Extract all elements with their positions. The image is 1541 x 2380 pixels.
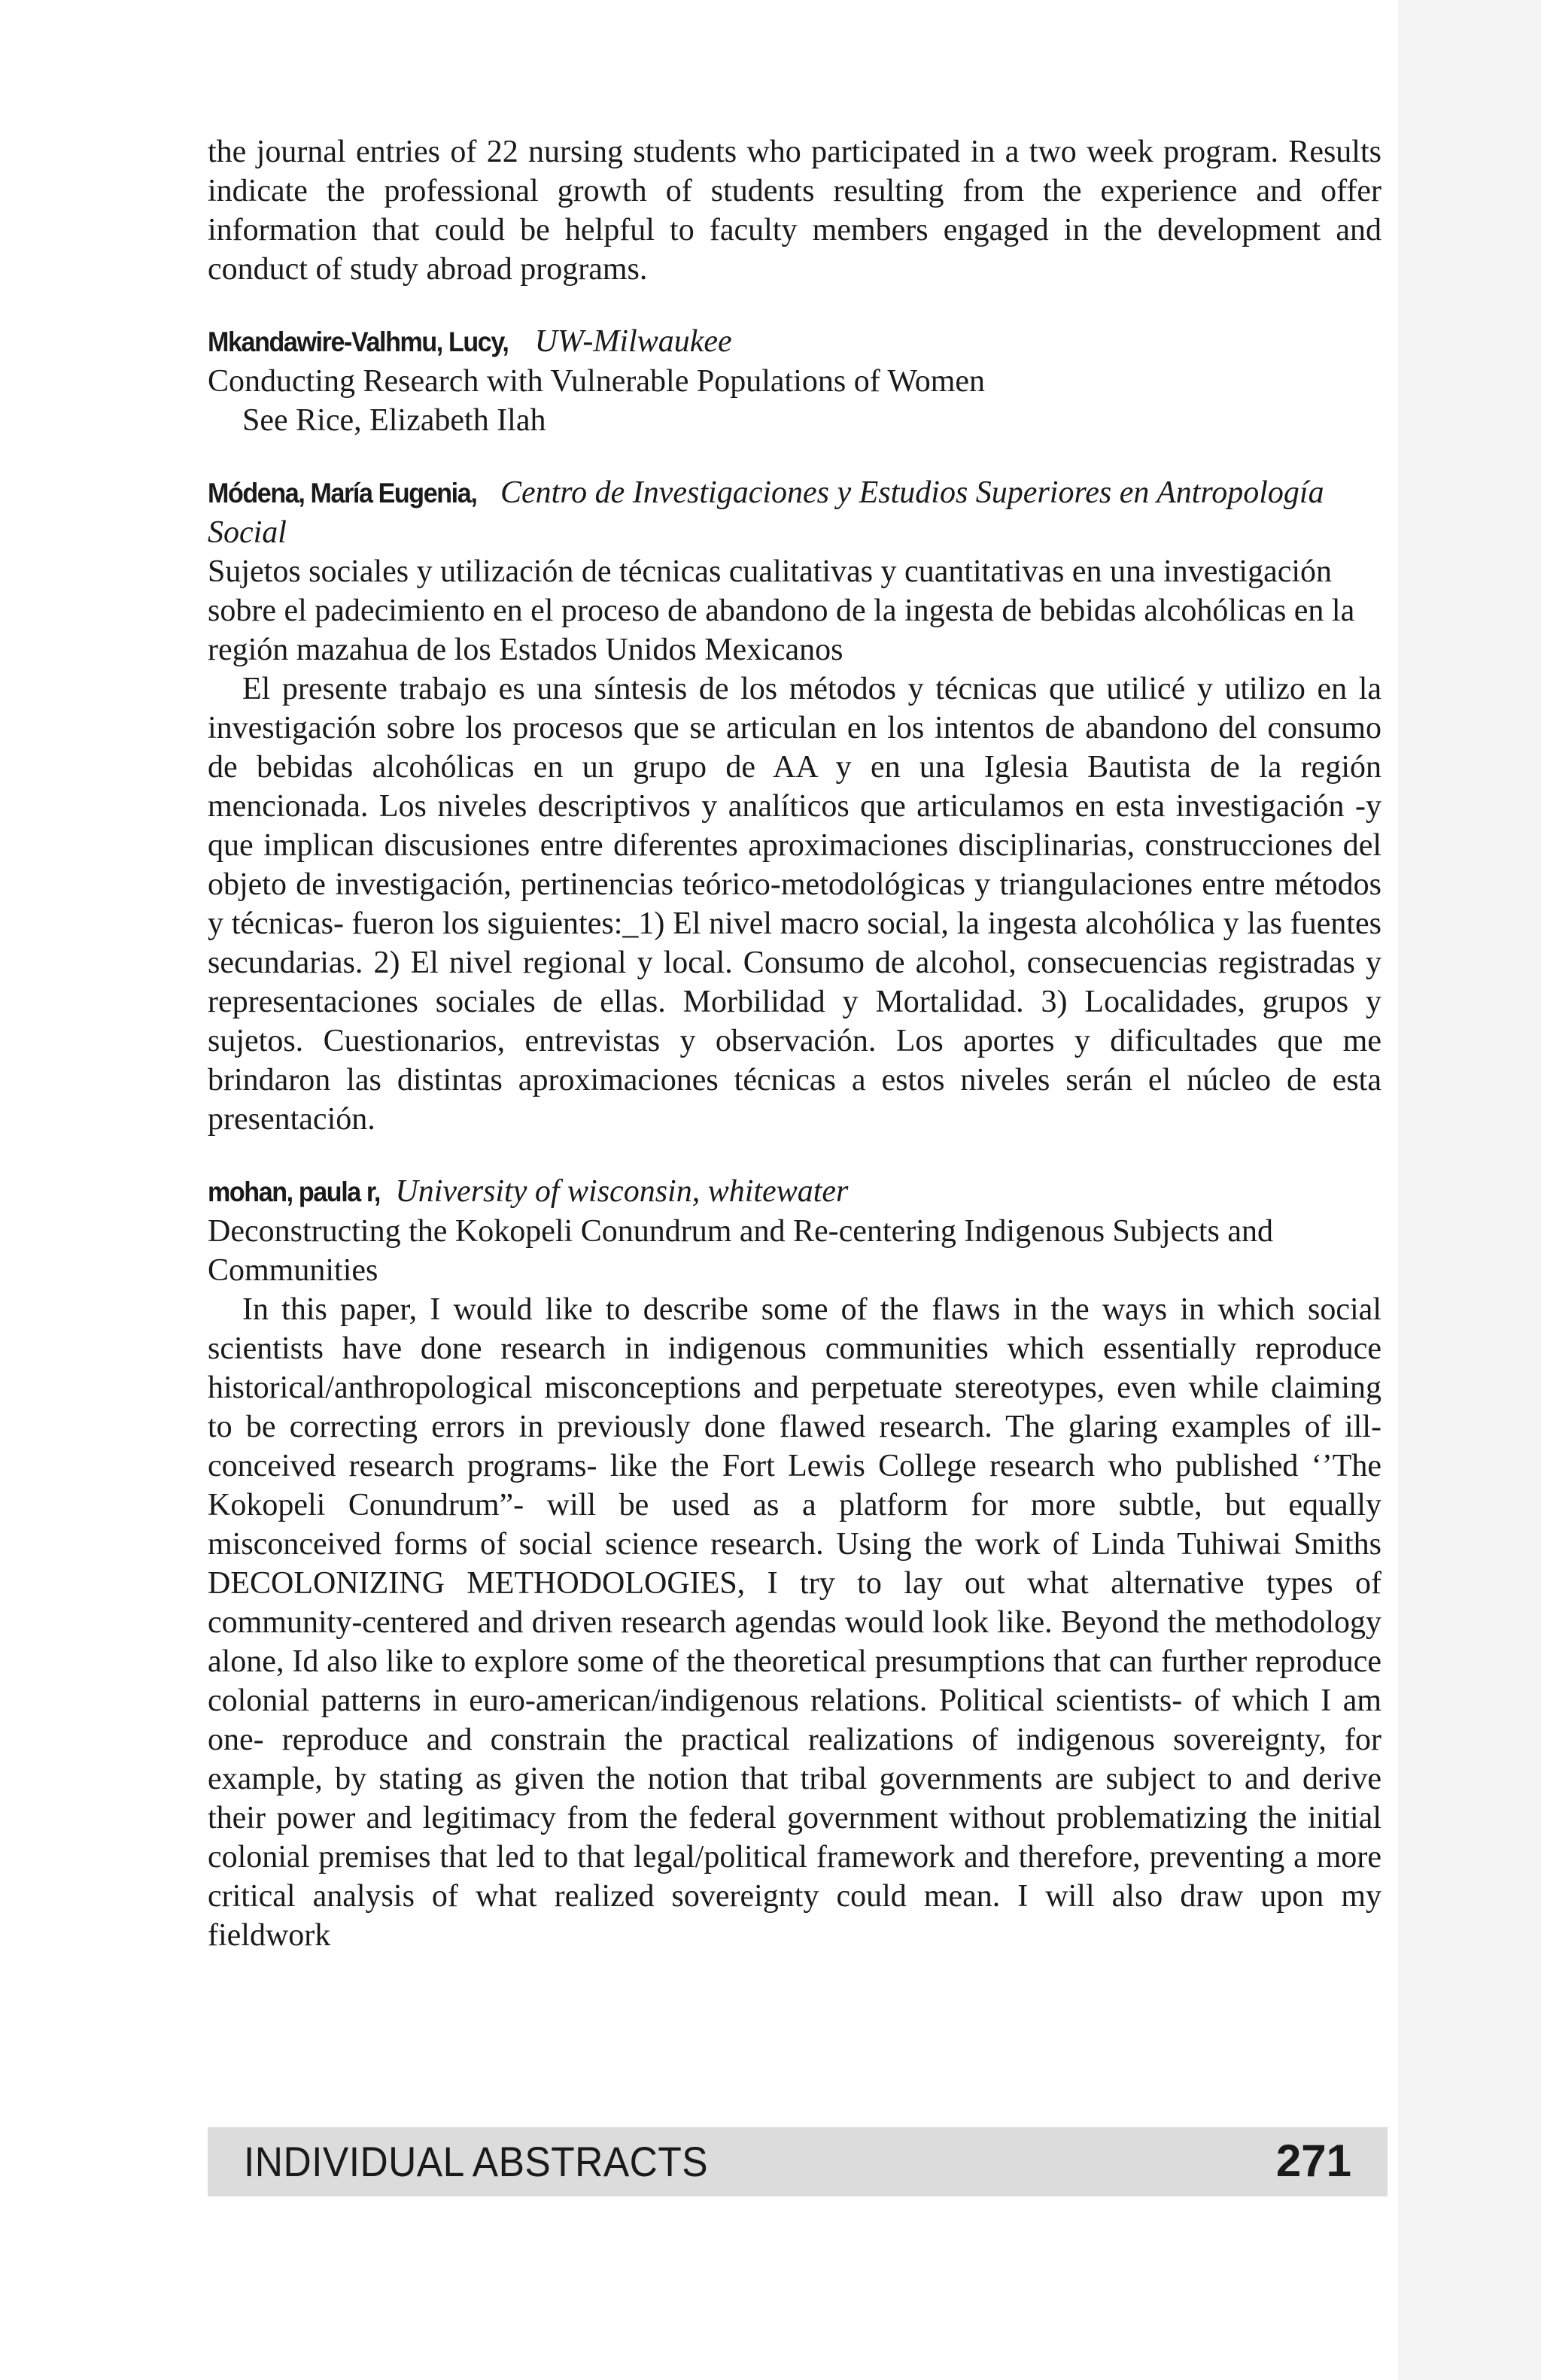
abstract-entry [208,473,1381,1139]
paper-title: Sujetos sociales y utilización de técnicas cualitativas y cuantitativas en una investigación sobre el padecimiento en el proceso de abandono de la ingesta de bebidas alcohólicas en la región mazahua de los Estados Unidos Mexicanos [208,554,1355,667]
page-number: 271 [1275,2136,1351,2186]
abstract-text: In this paper, I would like to describe some of the flaws in the ways in which social scientists have done research in indigenous communities which essentially reproduce historical/anthropological misconceptions and perpetuate stereotypes, even while claiming to be correcting errors in previously done flawed research. The glaring examples of ill-conceived research programs- like the Fort Lewis College research who published ‘’The Kokopeli Conundrum”- will be used as a platform for more subtle, but equally misconceived forms of social science research. Using the work of Linda Tuhiwai Smiths DECOLONIZING METHODOLOGIES, I try to lay out what alternative types of community-centered and driven research agendas would look like. Beyond the methodology alone, Id also like to explore some of the theoretical presumptions that can further reproduce colonial patterns in euro-american/indigenous relations. Political scientists- of which I am one- reproduce and constrain the practical realizations of indigenous sovereignty, for example, by stating as given the notion that tribal governments are subject to and derive their power and legitimacy from the federal government without problematizing the initial colonial premises that led to that legal/political framework and therefore, preventing a more critical analysis of what realized sovereignty could mean. I will also draw upon my fieldwork [208,1292,1381,1953]
entry-header [208,1172,1381,1212]
author-name: mohan, paula r, [208,1176,380,1207]
author-name: Mkandawire-Valhmu, Lucy, [208,326,509,357]
running-footer [208,2127,1388,2196]
abstract-entry [208,322,1381,440]
author-affiliation: UW-Milwaukee [534,324,732,359]
author-affiliation: University of wisconsin, whitewater [395,1174,849,1209]
abstract-entry [208,1172,1381,1955]
author-affiliation: Centro de Investigaciones y Estudios Superiores en Antropología Social [208,475,1324,550]
continued-abstract: the journal entries of 22 nursing students who participated in a two week program. Results indicate the professional growth of students resulting from the experience and offer information that could be helpful to faculty members engaged in the development and conduct of study abroad programs. [208,135,1381,287]
text-column [208,132,1381,1955]
cross-reference: See Rice, Elizabeth Ilah [242,403,546,438]
paper-title: Deconstructing the Kokopeli Conundrum and Re-centering Indigenous Subjects and Communities [208,1214,1274,1288]
abstract-text: El presente trabajo es una síntesis de los métodos y técnicas que utilicé y utilizo en la investigación sobre los procesos que se articulan en los intentos de abandono del consumo de bebidas alcohólicas en un grupo de AA y en una Iglesia Bautista de la región mencionada. Los niveles descriptivos y analíticos que articulamos en esta investigación -y que implican discusiones entre diferentes aproximaciones disciplinarias, construcciones del objeto de investigación, pertinencias teórico-metodológicas y triangulaciones entre métodos y técnicas- fueron los siguientes:_1) El nivel macro social, la ingesta alcohólica y las fuentes secundarias. 2) El nivel regional y local. Consumo de alcohol, consecuencias registradas y representaciones sociales de ellas. Morbilidad y Mortalidad. 3) Localidades, grupos y sujetos. Cuestionarios, entrevistas y observación. Los aportes y dificultades que me brindaron las distintas aproximaciones técnicas a estos niveles serán el núcleo de esta presentación. [208,672,1381,1137]
page-edge-shadow [1398,0,1541,2380]
entry-header [208,322,1381,362]
author-name: Módena, María Eugenia, [208,478,477,508]
section-label: INDIVIDUAL ABSTRACTS [244,2138,709,2185]
paper-title: Conducting Research with Vulnerable Populations of Women [208,364,986,399]
entry-header [208,473,1381,552]
